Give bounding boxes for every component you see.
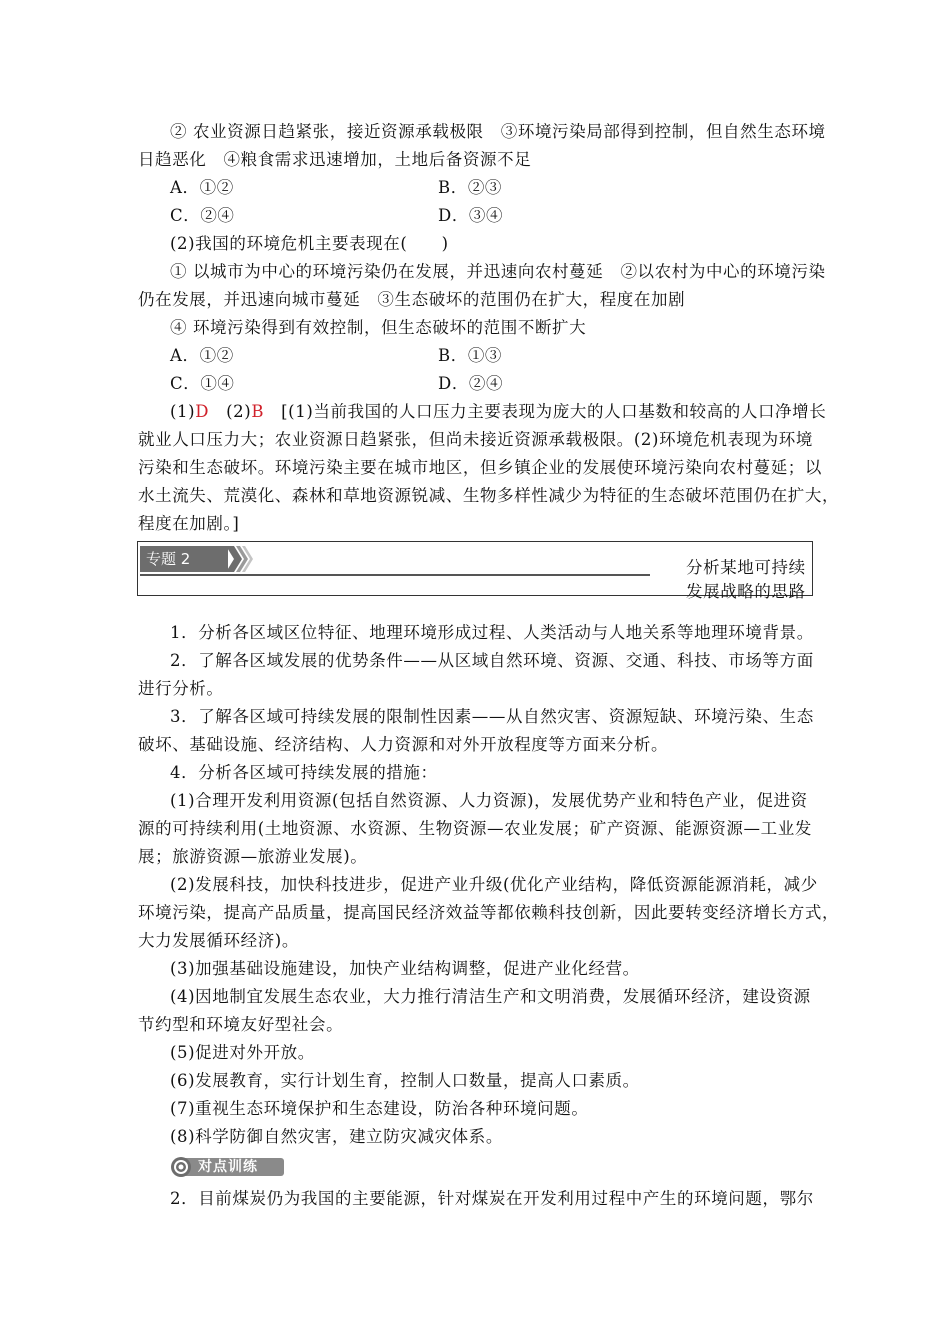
q1-option-line-2: 日趋恶化 ④粮食需求迅速增加，土地后备资源不足 [138,150,532,169]
q1-choice-c: C．②④ [170,206,235,225]
q2-choice-a: A．①② [170,346,234,365]
measure-5: (5)促进对外开放。 [170,1043,315,1062]
q1-choice-row-1 [170,177,503,199]
measure-3: (3)加强基础设施建设，加快产业结构调整，促进产业化经营。 [170,959,640,978]
q1-choice-a: A．①② [170,178,234,197]
topic-title: 分析某地可持续发展战略的思路 [686,558,806,601]
answer-line-5: 程度在加剧。] [138,514,240,533]
measure-2-line-2: 环境污染，提高产品质量，提高国民经济效益等都依赖科技创新，因此要转变经济增长方式， [138,903,840,922]
practice-heading [170,1156,286,1178]
q2-statement-3: ④ 环境污染得到有效控制，但生态破坏的范围不断扩大 [170,318,587,337]
point-3-line-1: 3．了解各区域可持续发展的限制性因素——从自然灾害、资源短缺、环境污染、生态 [170,707,814,726]
q1-choice-d: D．③④ [438,206,504,225]
practice-label: 对点训练 [198,1159,258,1175]
q1-option-line-1: ② 农业资源日趋紧张，接近资源承载极限 ③环境污染局部得到控制，但自然生态环境 [170,122,826,141]
measure-1-line-3: 展；旅游资源—旅游业发展)。 [138,847,368,866]
stripe-decoration-icon [226,546,256,572]
banner-divider [140,574,650,576]
answer-line-4: 水土流失、荒漠化、森林和草地资源锐减、生物多样性减少为特征的生态破坏范围仍在扩大， [138,486,840,505]
topic-tag: 专题 2 [140,546,228,572]
measure-4-line-2: 节约型和环境友好型社会。 [138,1015,344,1034]
measure-4-line-1: (4)因地制宜发展生态农业，大力推行清洁生产和文明消费，发展循环经济，建设资源 [170,987,811,1006]
q2-statement-2: 仍在发展，并迅速向城市蔓延 ③生态破坏的范围仍在扩大，程度在加剧 [138,290,686,309]
target-icon [170,1156,194,1178]
q2-choice-d: D．②④ [438,374,504,393]
answer-explanation-start: [(1)当前我国的人口压力主要表现为庞大的人口基数和较高的人口净增长 [264,402,827,421]
measure-7: (7)重视生态环境保护和生态建设，防治各种环境问题。 [170,1099,589,1118]
point-2-line-1: 2．了解各区域发展的优势条件——从区域自然环境、资源、交通、科技、市场等方面 [170,651,814,670]
answer-2: B [251,402,265,421]
answer-label-2: (2) [209,402,252,421]
answer-line-3: 污染和生态破坏。环境污染主要在城市地区，但乡镇企业的发展使环境污染向农村蔓延；以 [138,458,822,477]
q2-choice-b: B．①③ [438,346,503,365]
measure-1-line-2: 源的可持续利用(土地资源、水资源、生物资源—农业发展；矿产资源、能源资源—工业发 [138,819,812,838]
q2-statement-1: ① 以城市为中心的环境污染仍在发展，并迅速向农村蔓延 ②以农村为中心的环境污染 [170,262,826,281]
q1-choice-b: B．②③ [438,178,503,197]
point-2-line-2: 进行分析。 [138,679,224,698]
answer-1: D [195,402,210,421]
measure-2-line-1: (2)发展科技，加快科技进步，促进产业升级(优化产业结构，降低资源能源消耗，减少 [170,875,818,894]
answer-line-2: 就业人口压力大；农业资源日趋紧张，但尚未接近资源承载极限。(2)环境危机表现为环境 [138,430,813,449]
topic-banner [137,541,813,601]
answer-line-1 [170,401,826,423]
point-4: 4．分析各区域可持续发展的措施： [170,763,438,782]
measure-1-line-1: (1)合理开发利用资源(包括自然资源、人力资源)，发展优势产业和特色产业，促进资 [170,791,808,810]
measure-8: (8)科学防御自然灾害，建立防灾减灾体系。 [170,1127,503,1146]
point-1: 1．分析各区域区位特征、地理环境形成过程、人类活动与人地关系等地理环境背景。 [170,623,814,642]
measure-6: (6)发展教育，实行计划生育，控制人口数量，提高人口素质。 [170,1071,640,1090]
q2-stem: (2)我国的环境危机主要表现在( ) [170,234,449,253]
measure-2-line-3: 大力发展循环经济)。 [138,931,299,950]
q2-choice-row-1 [170,345,503,367]
answer-label-1: (1) [170,402,196,421]
point-3-line-2: 破坏、基础设施、经济结构、人力资源和对外开放程度等方面来分析。 [138,735,669,754]
q1-choice-row-2 [170,205,504,227]
practice-question-2: 2．目前煤炭仍为我国的主要能源，针对煤炭在开发利用过程中产生的环境问题，鄂尔 [170,1189,814,1208]
q2-choice-row-2 [170,373,504,395]
q2-choice-c: C．①④ [170,374,235,393]
